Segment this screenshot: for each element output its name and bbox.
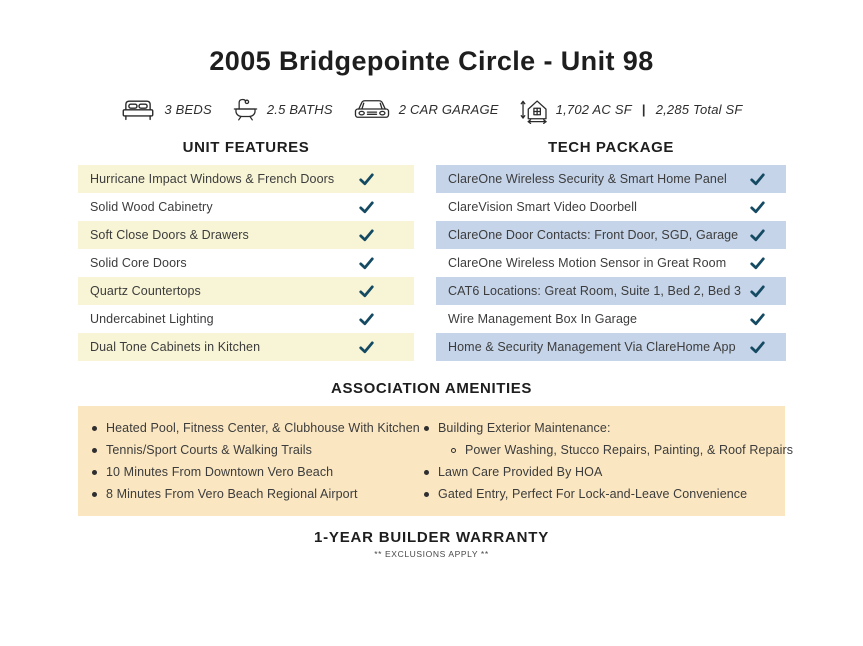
- check-icon: [359, 285, 374, 298]
- stat-garage: [353, 97, 499, 121]
- amenity-label: Gated Entry, Perfect For Lock-and-Leave Convenience: [438, 487, 748, 501]
- bullet-dot-icon: [92, 426, 97, 431]
- feature-row: [78, 277, 414, 305]
- amenities-heading: ASSOCIATION AMENITIES: [331, 380, 532, 397]
- association-amenities-section: [78, 380, 794, 516]
- bullet-dot-icon: [92, 470, 97, 475]
- tech-package-section: [436, 139, 786, 361]
- amenity-item: [92, 439, 424, 461]
- garage-value: 2 CAR GARAGE: [398, 101, 499, 117]
- check-icon: [750, 313, 765, 326]
- unit-features-section: [78, 139, 414, 361]
- tech-package-heading: TECH PACKAGE: [547, 139, 675, 156]
- unit-features-heading: UNIT FEATURES: [182, 139, 310, 156]
- amenity-item: [92, 483, 424, 505]
- check-icon: [359, 341, 374, 354]
- feature-label: ClareOne Wireless Security & Smart Home Panel: [448, 172, 727, 186]
- ac-sf-value: 1,702 AC SF: [555, 101, 632, 117]
- property-stats-row: [78, 92, 785, 126]
- feature-label: Quartz Countertops: [90, 284, 201, 298]
- warranty-exclusions-note: ** EXCLUSIONS APPLY **: [374, 549, 489, 559]
- feature-label: Home & Security Management Via ClareHome App: [448, 340, 736, 354]
- feature-row: [436, 277, 786, 305]
- feature-row: [436, 305, 786, 333]
- bullet-dot-icon: [92, 448, 97, 453]
- beds-value: 3 BEDS: [164, 101, 212, 117]
- feature-row: [436, 333, 786, 361]
- feature-row: [78, 249, 414, 277]
- amenity-item: [424, 461, 793, 483]
- baths-value: 2.5 BATHS: [266, 101, 333, 117]
- amenity-label: Heated Pool, Fitness Center, & Clubhouse With Kitchen: [106, 421, 420, 435]
- check-icon: [750, 285, 765, 298]
- bullet-dot-icon: [424, 492, 429, 497]
- bullet-dot-icon: [424, 426, 429, 431]
- feature-row: [78, 193, 414, 221]
- bullet-ring-icon: [451, 448, 456, 453]
- bathtub-icon: [232, 96, 259, 122]
- bed-icon: [120, 96, 156, 122]
- feature-label: Undercabinet Lighting: [90, 312, 214, 326]
- amenities-right-column: [424, 417, 793, 505]
- amenities-panel: [78, 406, 794, 516]
- stat-baths: [232, 96, 333, 122]
- amenity-label: Lawn Care Provided By HOA: [438, 465, 603, 479]
- amenity-label: 10 Minutes From Downtown Vero Beach: [106, 465, 334, 479]
- check-icon: [359, 257, 374, 270]
- car-icon: [353, 97, 391, 121]
- amenity-sub-label: Power Washing, Stucco Repairs, Painting, & Roof Repairs: [465, 443, 794, 457]
- feature-row: [78, 333, 414, 361]
- check-icon: [359, 201, 374, 214]
- stat-beds: [120, 96, 211, 122]
- amenity-label: 8 Minutes From Vero Beach Regional Airport: [106, 487, 358, 501]
- stat-square-footage: [519, 95, 743, 124]
- feature-columns: [78, 139, 785, 361]
- page-title: 2005 Bridgepointe Circle - Unit 98: [209, 46, 654, 76]
- feature-label: Soft Close Doors & Drawers: [90, 228, 249, 242]
- feature-label: Solid Wood Cabinetry: [90, 200, 213, 214]
- house-measure-icon: [519, 95, 548, 124]
- feature-label: ClareVision Smart Video Doorbell: [448, 200, 637, 214]
- sf-separator: |: [641, 101, 646, 117]
- bullet-dot-icon: [92, 492, 97, 497]
- check-icon: [359, 173, 374, 186]
- amenity-item: [424, 417, 793, 439]
- check-icon: [750, 229, 765, 242]
- check-icon: [359, 229, 374, 242]
- bullet-dot-icon: [424, 470, 429, 475]
- check-icon: [750, 257, 765, 270]
- feature-label: Hurricane Impact Windows & French Doors: [90, 172, 335, 186]
- amenity-item: [92, 417, 424, 439]
- amenity-item: [424, 483, 793, 505]
- feature-label: CAT6 Locations: Great Room, Suite 1, Bed 2, Bed 3: [448, 284, 742, 298]
- flyer-page: [0, 46, 863, 646]
- feature-row: [78, 221, 414, 249]
- amenity-item: [92, 461, 424, 483]
- tech-package-table: [436, 165, 786, 361]
- feature-row: [78, 305, 414, 333]
- feature-label: Solid Core Doors: [90, 256, 187, 270]
- amenity-label: Building Exterior Maintenance:: [438, 421, 611, 435]
- warranty-footer: [78, 529, 785, 559]
- amenities-left-column: [92, 417, 424, 505]
- total-sf-value: 2,285 Total SF: [655, 101, 743, 117]
- check-icon: [359, 313, 374, 326]
- warranty-title: 1-YEAR BUILDER WARRANTY: [313, 529, 550, 546]
- feature-row: [436, 193, 786, 221]
- feature-row: [78, 165, 414, 193]
- feature-label: Wire Management Box In Garage: [448, 312, 638, 326]
- amenity-sub-item: [424, 439, 793, 461]
- feature-label: ClareOne Door Contacts: Front Door, SGD, Garage: [448, 228, 739, 242]
- feature-label: ClareOne Wireless Motion Sensor in Great Room: [448, 256, 727, 270]
- check-icon: [750, 201, 765, 214]
- feature-row: [436, 221, 786, 249]
- check-icon: [750, 173, 765, 186]
- check-icon: [750, 341, 765, 354]
- feature-row: [436, 249, 786, 277]
- feature-row: [436, 165, 786, 193]
- feature-label: Dual Tone Cabinets in Kitchen: [90, 340, 261, 354]
- amenity-label: Tennis/Sport Courts & Walking Trails: [106, 443, 312, 457]
- unit-features-table: [78, 165, 414, 361]
